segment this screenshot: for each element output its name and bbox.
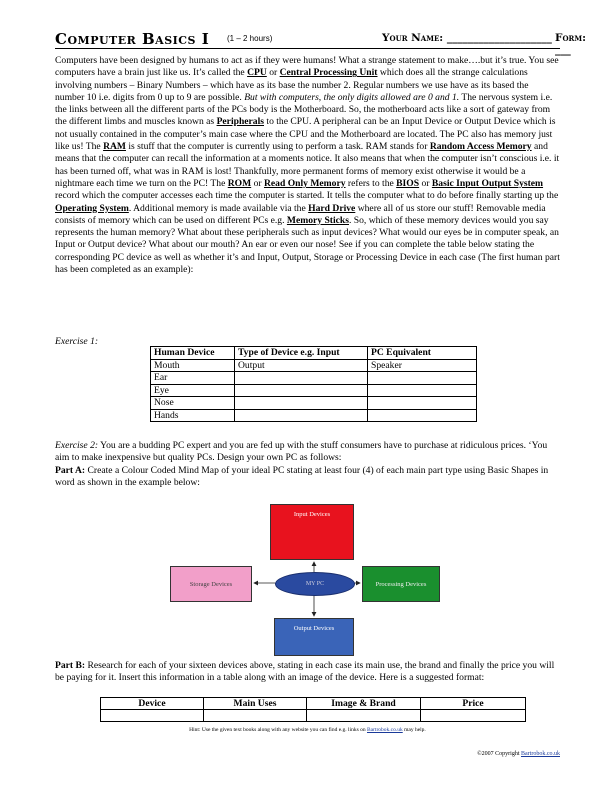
header-price: Price: [421, 698, 526, 710]
table-cell: Nose: [151, 397, 235, 410]
table-cell: Output: [235, 359, 368, 372]
storage-devices-box: Storage Devices: [170, 566, 252, 602]
page-title: Computer Basics I: [55, 30, 210, 48]
output-devices-box: Output Devices: [274, 618, 354, 656]
header-pc-equivalent: PC Equivalent: [368, 347, 477, 360]
duration-label: (1 – 2 hours): [227, 34, 273, 43]
table-cell: Speaker: [368, 359, 477, 372]
term-rom-full: Read Only Memory: [263, 177, 346, 189]
mind-map-diagram: [170, 500, 442, 658]
table-cell: Ear: [151, 372, 235, 385]
table-row: [151, 359, 477, 372]
header-image-brand: Image & Brand: [307, 698, 421, 710]
input-devices-box: Input Devices: [270, 504, 354, 560]
table-row: [151, 397, 477, 410]
table-cell[interactable]: [101, 710, 204, 722]
table-cell[interactable]: [307, 710, 421, 722]
hint-text: Hint: Use the given text books along with any website you can find e.g. links on Bartrobok.co.uk may help.: [189, 727, 426, 733]
part-a-label: Part A:: [55, 464, 86, 476]
copyright-link[interactable]: Bartrobok.co.uk: [521, 751, 560, 757]
part-b-paragraph: Part B: Research for each of your sixteen devices above, stating in each case its main use, the brand and finally the price you will be paying for it. Insert this information in a table along with an image of the device. Here is a suggested format:: [55, 660, 555, 684]
table-row: [101, 710, 526, 722]
term-hard-drive: Hard Drive: [308, 202, 356, 214]
term-memory-sticks: Memory Sticks: [286, 214, 349, 226]
copyright-notice: ©2007 Copyright Bartrobok.co.uk: [477, 751, 560, 757]
header-device: Device: [101, 698, 204, 710]
table-cell[interactable]: [368, 384, 477, 397]
table-cell[interactable]: [235, 384, 368, 397]
form-field: Form: ___: [555, 32, 586, 56]
exercise-2-paragraph: Exercise 2: You are a budding PC expert and you are fed up with the stuff consumers have to purchase at ridiculous prices. ‘You aim to make inexpensive but quality PCs. Design your own PC as follows: Part A: Create a Colour Coded Mind Map of your ideal PC stating at least four (4) of each main part type using Basic Shapes in word as shown in the example below:: [55, 440, 549, 488]
table-cell[interactable]: [421, 710, 526, 722]
exercise-1-label: Exercise 1:: [55, 336, 99, 347]
part-b-table: [100, 697, 526, 722]
table-cell[interactable]: [368, 372, 477, 385]
header-device-type: Type of Device e.g. Input: [235, 347, 368, 360]
hint-link[interactable]: Bartrobok.co.uk: [366, 727, 403, 733]
term-peripherals: Peripherals: [216, 116, 264, 128]
part-b-label: Part B:: [55, 660, 86, 671]
page-header: [55, 30, 586, 56]
table-header-row: [151, 347, 477, 360]
table-cell[interactable]: [368, 409, 477, 422]
term-rom: ROM: [227, 177, 252, 189]
term-cpu: CPU: [247, 67, 267, 79]
header-divider: [55, 48, 560, 49]
header-human-device: Human Device: [151, 347, 235, 360]
header-main-uses: Main Uses: [204, 698, 307, 710]
my-pc-ellipse: MY PC: [275, 572, 355, 596]
table-row: [151, 384, 477, 397]
table-row: [151, 409, 477, 422]
intro-paragraph: Computers have been designed by humans to act as if they were humans! What a strange statement to make….but it’s true. You see computers have a brain just like us. It’s called the CPU or Central Processing Unit which does all the strange calculations involving numbers – Binary Numbers – which have as its base the number 2. Regular numbers we use have as its based the number 10 i.e. digits from 0 up to 9 are possible. But with computers, the only digits allowed are 0 and 1. The nervous system i.e. the links between all the different parts of the PCs body is the Motherboard. So, the motherboard acts like a sort of gateway from the different limbs and muscles known as Peripherals to the CPU. A peripheral can be an Input Device or Output Device which is not usually contained in the computer’s main case where the CPU and the Motherboard are located. The PC also has memory just like us! The RAM is stuff that the computer is currently using to perform a task. RAM stands for Random Access Memory and means that the computer can recall the information at a moments notice. It also means that when the computer isn’t conscious i.e. it has been turned off, what was in RAM is lost! Thankfully, more permanent forms of memory exist otherwise it would be a nightmare each time we turn on the PC! The ROM or Read Only Memory refers to the BIOS or Basic Input Output System record which the computer accesses each time the computer is started. It tells the computer what to do before finally starting up the Operating System. Additional memory is made available via the Hard Drive where all of us store our stuff! Removable media consists of memory which can be used on different PCs e.g. Memory Sticks. So, which of these memory devices would you say represents the human memory? What about these peripherals such as input devices? What would our eyes be in computer speak, an Input or Output device? What about our mouth? An ear or even our nose! See if you can complete the table below stating the corresponding PC device as well as whether it’s and Input, Output, Storage or Processing Device in each case (The first human part has been completed as an example):: [55, 55, 560, 276]
term-os: Operating System: [55, 202, 129, 214]
table-cell[interactable]: [235, 372, 368, 385]
table-cell[interactable]: [235, 409, 368, 422]
table-row: [151, 372, 477, 385]
table-cell: Eye: [151, 384, 235, 397]
table-cell[interactable]: [204, 710, 307, 722]
table-header-row: [101, 698, 526, 710]
term-ram-full: Random Access Memory: [429, 141, 532, 153]
exercise-1-table: [150, 346, 477, 422]
term-cpu-full: Central Processing Unit: [279, 67, 378, 79]
table-cell: Hands: [151, 409, 235, 422]
term-ram: RAM: [103, 141, 126, 153]
exercise-2-label: Exercise 2:: [55, 440, 99, 451]
table-cell: Mouth: [151, 359, 235, 372]
processing-devices-box: Processing Devices: [362, 566, 440, 602]
term-bios-full: Basic Input Output System: [431, 177, 544, 189]
term-bios: BIOS: [396, 177, 420, 189]
your-name-field: Your Name: ____________________: [382, 32, 552, 44]
table-cell[interactable]: [235, 397, 368, 410]
table-cell[interactable]: [368, 397, 477, 410]
